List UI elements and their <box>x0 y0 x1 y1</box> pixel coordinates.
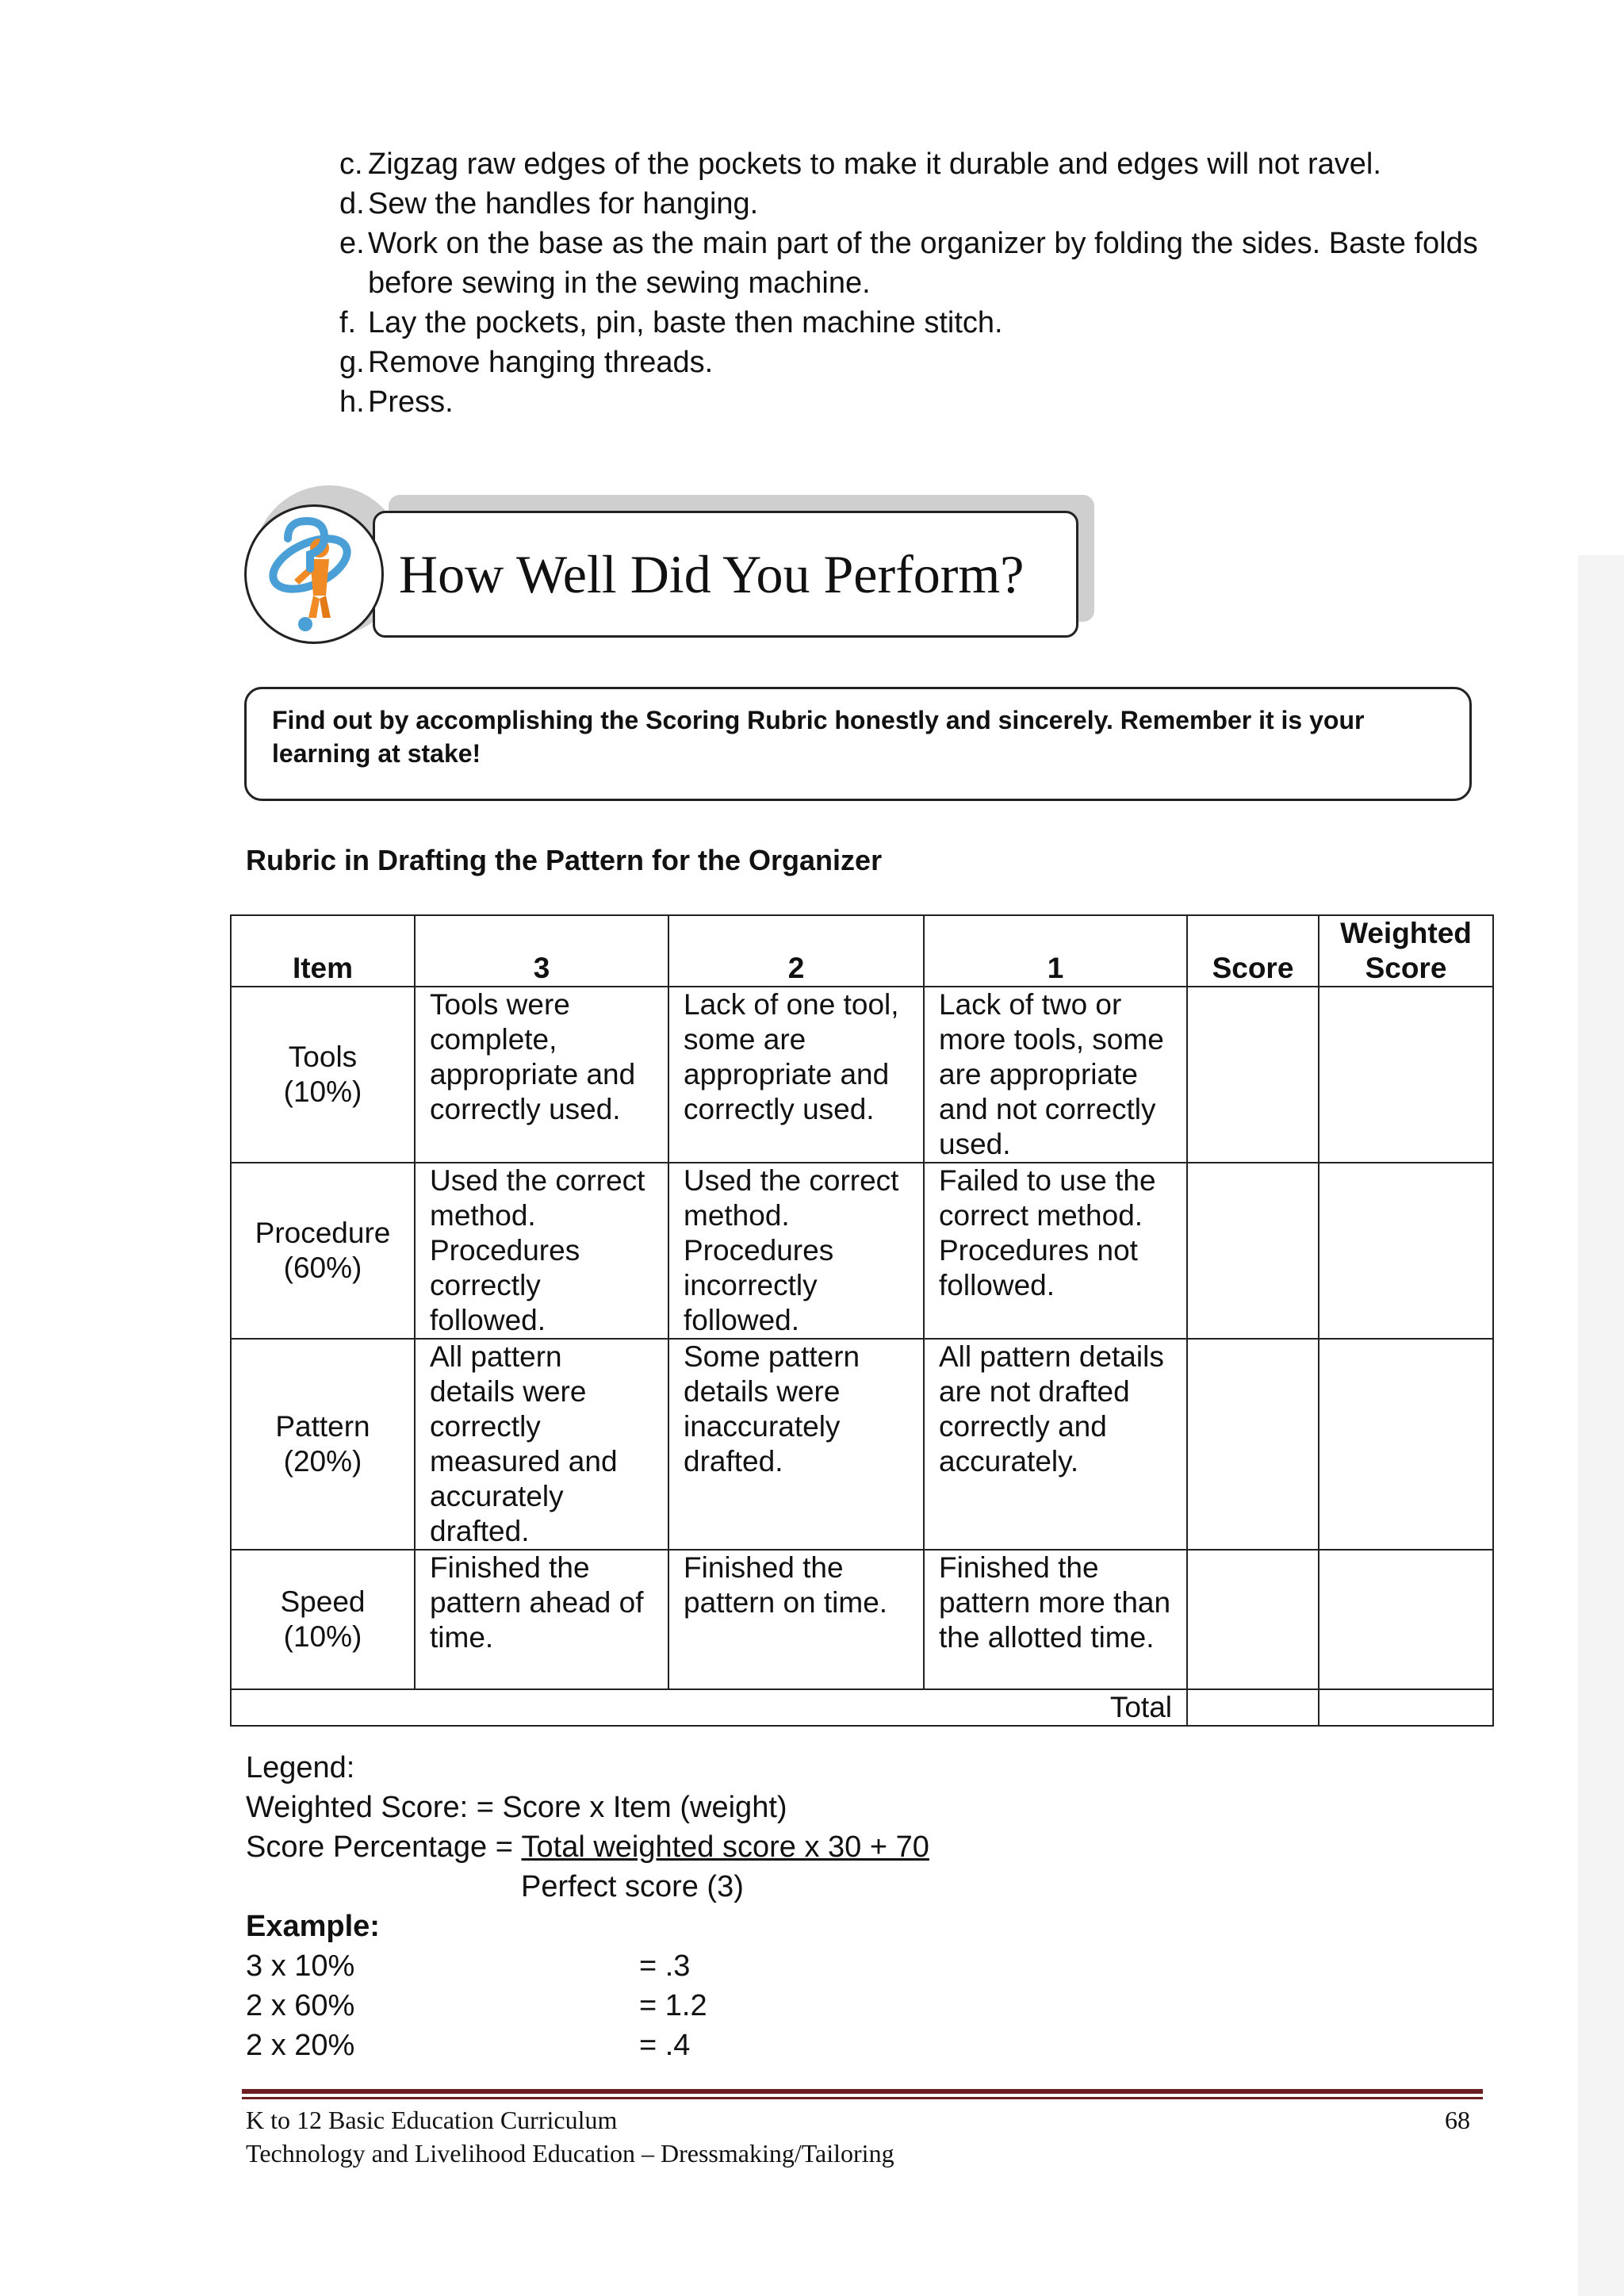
weighted-score-cell <box>1319 1163 1493 1339</box>
level-1-cell: Finished the pattern more than the allotted time. <box>924 1550 1187 1689</box>
level-3-cell: All pattern details were correctly measured and accurately drafted. <box>415 1339 668 1550</box>
score-cell <box>1187 987 1319 1163</box>
header-weighted-score: Weighted Score <box>1319 915 1493 987</box>
list-item: d. Sew the handles for hanging. <box>339 187 759 220</box>
legend <box>246 1748 929 2065</box>
total-score-cell <box>1187 1689 1319 1726</box>
example-row: 2 x 60% = 1.2 <box>246 1989 707 2022</box>
legend-title: Legend: <box>246 1751 355 1784</box>
level-3-cell: Used the correct method. Procedures correctly followed. <box>415 1163 668 1339</box>
level-3-cell: Tools were complete, appropriate and correctly used. <box>415 987 668 1163</box>
list-item: h. Press. <box>339 385 454 419</box>
example-row: 3 x 10% = .3 <box>246 1949 691 1983</box>
header-2: 2 <box>668 915 924 987</box>
page-edge-shadow <box>1578 555 1624 2296</box>
score-percentage-formula <box>246 1827 929 1867</box>
level-3-cell: Finished the pattern ahead of time. <box>415 1550 668 1689</box>
item-cell: Speed (10%) <box>231 1550 415 1689</box>
total-weighted-score-cell <box>1319 1689 1493 1726</box>
header-score: Score <box>1187 915 1319 987</box>
list-item: e. Work on the base as the main part of the organizer by folding the sides. Baste folds before sewing in the sewing machine. <box>339 227 1478 300</box>
question-mark-figure-icon <box>244 504 384 644</box>
list-item: f. Lay the pockets, pin, baste then machine stitch. <box>339 306 1003 339</box>
example-label: Example: <box>246 1910 380 1943</box>
header-1: 1 <box>924 915 1187 987</box>
level-2-cell: Lack of one tool, some are appropriate and correctly used. <box>668 987 924 1163</box>
footer-curriculum: K to 12 Basic Education Curriculum <box>246 2106 618 2134</box>
list-item: c. Zigzag raw edges of the pockets to make it durable and edges will not ravel. <box>339 148 1381 181</box>
header-3: 3 <box>415 915 668 987</box>
score-percentage-denominator: Perfect score (3) <box>521 1870 744 1903</box>
rubric-heading: Rubric in Drafting the Pattern for the Organizer <box>246 844 883 876</box>
instruction-callout: Find out by accomplishing the Scoring Rubric honestly and sincerely. Remember it is your learning at stake! <box>244 687 1472 801</box>
table-header-row <box>231 915 1493 987</box>
total-row <box>231 1689 1493 1726</box>
score-cell <box>1187 1163 1319 1339</box>
banner-title-box <box>373 511 1078 638</box>
level-1-cell: Lack of two or more tools, some are appropriate and not correctly used. <box>924 987 1187 1163</box>
score-cell <box>1187 1550 1319 1689</box>
rubric-table <box>230 914 1494 1727</box>
weighted-score-cell <box>1319 1339 1493 1550</box>
weighted-score-cell <box>1319 987 1493 1163</box>
level-2-cell: Finished the pattern on time. <box>668 1550 924 1689</box>
list-item: g. Remove hanging threads. <box>339 346 714 379</box>
footer-subject: Technology and Livelihood Education – Dressmaking/Tailoring <box>246 2139 894 2168</box>
total-label: Total <box>231 1689 1187 1726</box>
footer-rule <box>242 2089 1483 2094</box>
header-item: Item <box>231 915 415 987</box>
footer-rule-thin <box>242 2097 1483 2099</box>
item-cell: Pattern (20%) <box>231 1339 415 1550</box>
level-2-cell: Some pattern details were inaccurately drafted. <box>668 1339 924 1550</box>
example-row: 2 x 20% = .4 <box>246 2029 691 2062</box>
steps-list <box>339 144 1529 422</box>
level-2-cell: Used the correct method. Procedures incorrectly followed. <box>668 1163 924 1339</box>
weighted-score-formula: Weighted Score: = Score x Item (weight) <box>246 1791 787 1824</box>
table-row <box>231 1163 1493 1339</box>
page-title: How Well Did You Perform? <box>399 543 1025 604</box>
score-cell <box>1187 1339 1319 1550</box>
item-cell: Procedure (60%) <box>231 1163 415 1339</box>
level-1-cell: All pattern details are not drafted correctly and accurately. <box>924 1339 1187 1550</box>
level-1-cell: Failed to use the correct method. Procedures not followed. <box>924 1163 1187 1339</box>
weighted-score-cell <box>1319 1550 1493 1689</box>
table-row <box>231 987 1493 1163</box>
item-cell: Tools (10%) <box>231 987 415 1163</box>
table-row <box>231 1339 1493 1550</box>
score-percentage-label: Score Percentage = <box>246 1830 522 1864</box>
table-row <box>231 1550 1493 1689</box>
page-number: 68 <box>1445 2106 1470 2134</box>
score-percentage-numerator: Total weighted score x 30 + 70 <box>521 1830 929 1864</box>
